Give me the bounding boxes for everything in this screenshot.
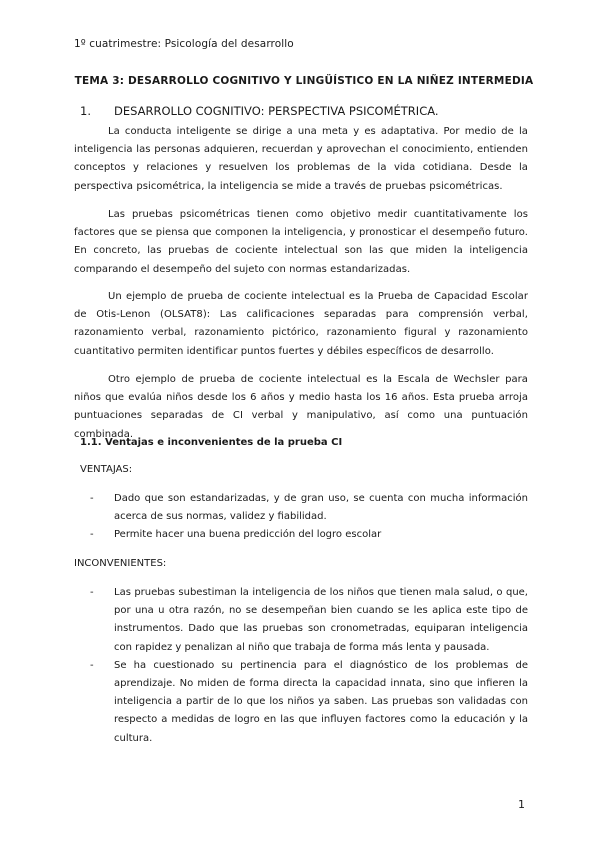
ventajas-list [90,490,528,545]
inconvenientes-label: INCONVENIENTES: [74,558,167,569]
subsection-heading: 1.1. Ventajas e inconvenientes de la prueba CI [80,437,343,448]
page-number: 1 [518,798,525,811]
inconvenientes-list [90,584,528,748]
list-item: - Dado que son estandarizadas, y de gran uso, se cuenta con mucha información acerca de sus normas, validez y fiabilidad. [90,490,528,526]
list-dash: - [90,659,94,671]
list-item: - Permite hacer una buena predicción del logro escolar [90,526,528,544]
paragraph: Un ejemplo de prueba de cociente intelectual es la Prueba de Capacidad Escolar de Otis-Lenon (OLSAT8): Las calificaciones separadas para comprensión verbal, razonamiento verbal, razonamiento pictórico, razonamiento figural y razonamiento cuantitativo permiten identificar puntos fuertes y débiles específicos de desarrollo. [74,291,528,357]
paragraph: Otro ejemplo de prueba de cociente intelectual es la Escala de Wechsler para niños que evalúa niños desde los 6 años y medio hasta los 16 años. Esta prueba arroja puntuaciones separadas de CI verbal y manipulativo, así como una puntuación combinada. [74,374,528,440]
document-title: TEMA 3: DESARROLLO COGNITIVO Y LINGÜÍSTICO EN LA NIÑEZ INTERMEDIA [74,75,534,87]
list-item: - Se ha cuestionado su pertinencia para el diagnóstico de los problemas de aprendizaje. No miden de forma directa la capacidad innata, sino que infieren la inteligencia a partir de lo que los niños ya saben. Las pruebas son validadas con respecto a medidas de logro en las que influyen factores como la educación y la cultura. [90,657,528,748]
list-item: - Las pruebas subestiman la inteligencia de los niños que tienen mala salud, o que, por una u otra razón, no se desempeñan bien cuando se les aplica este tipo de instrumentos. Dado que las pruebas son cronometradas, equiparan inteligencia con rapidez y penalizan al niño que trabaja de forma más lenta y pausada. [90,584,528,657]
list-dash: - [90,493,94,504]
ventajas-label: VENTAJAS: [80,464,133,475]
page-header: 1º cuatrimestre: Psicología del desarrollo [74,38,294,50]
paragraph-2-block [74,206,528,279]
section-number: 1. [80,104,91,118]
paragraph-1-block [74,123,528,196]
list-dash: - [90,529,94,541]
section-heading [80,104,439,118]
paragraph-4-block [74,371,528,444]
list-dash: - [90,587,94,598]
paragraph-3-block [74,288,528,361]
section-heading-text: DESARROLLO COGNITIVO: PERSPECTIVA PSICOMÉTRICA. [114,104,439,118]
paragraph: La conducta inteligente se dirige a una meta y es adaptativa. Por medio de la inteligencia las personas adquieren, recuerdan y aprovechan el conocimiento, entienden conceptos y relaciones y resuelven los problemas de la vida cotidiana. Desde la perspectiva psicométrica, la inteligencia se mide a través de pruebas psicométricas. [74,126,528,192]
paragraph: Las pruebas psicométricas tienen como objetivo medir cuantitativamente los factores que se piensa que componen la inteligencia, y pronosticar el desempeño futuro. En concreto, las pruebas de cociente intelectual son las que miden la inteligencia comparando el desempeño del sujeto con normas estandarizadas. [74,209,528,275]
